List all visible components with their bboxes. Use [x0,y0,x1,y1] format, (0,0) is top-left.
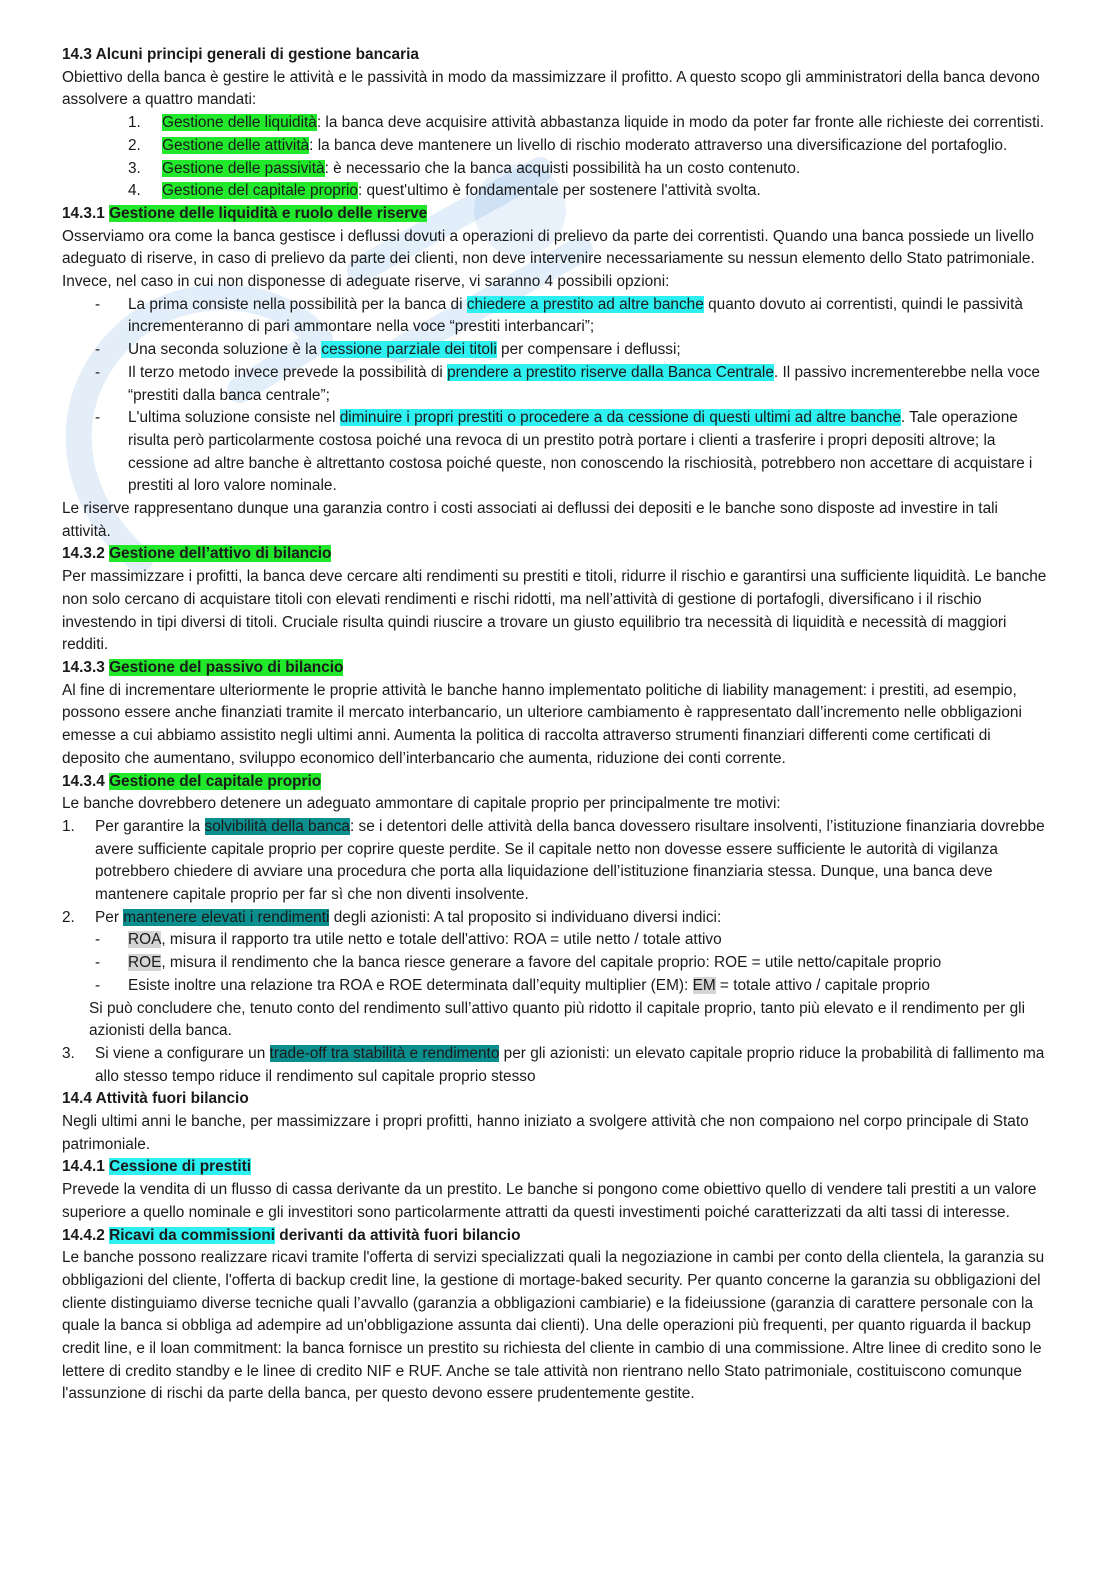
list-item [62,952,1050,975]
list-item [62,975,1050,998]
list-number: 2. [128,136,141,154]
list-number: 3. [62,1044,75,1062]
paragraph-14-3-1-intro: Osserviamo ora come la banca gestisce i deflussi dovuti a operazioni di prelievo da parte dei correntisti. Quando una banca possiede un livello adeguato di riserve, in caso di prelievo da parte dei clienti, non deve intervenire necessariamente su nessun elemento dello Stato patrimoniale. Invece, nel caso in cui non disponesse di adeguate riserve, vi saranno 4 possibili opzioni: [62,227,1035,291]
list-item-text: = totale attivo / capitale proprio [715,976,930,994]
list-number: 1. [62,817,75,835]
paragraph-14-3-1-outro: Le riserve rappresentano dunque una garanzia contro i costi associati ai deflussi dei depositi e le banche sono disposte ad investire in tali attività. [62,500,998,540]
highlighted-term: EM [692,976,716,994]
section-number: 14.3.4 [62,772,105,790]
list-item-text: Una seconda soluzione è la [128,341,322,359]
highlighted-term: diminuire i propri prestiti o procedere a da cessione di questi ultimi ad altre banche [339,409,901,427]
list-item-text: Esiste inoltre una relazione tra ROA e ROE determinata dall’equity multiplier (EM): [128,976,693,994]
list-item-text: , misura il rendimento che la banca riesce generare a favore del capitale proprio: ROE = utile netto/capitale proprio [161,954,942,972]
section-heading-14-4-1 [62,1156,1050,1179]
paragraph-14-4-2: Le banche possono realizzare ricavi tramite l'offerta di servizi specializzati quali la negoziazione in cambi per conto della clientela, la garanzia su obbligazioni del cliente, l'offerta di backup credit line, la gestione di mortage-baked security. Per quanto concerne la garanzia su obbligazioni del cliente distinguiamo diverse tecniche quali l’avvallo (garanzia a obbligazioni cambiarie) e la fideiussione (garanzia di carattere personale con la quale la banca si obbliga ad adempire ad un'obbligazione assunta dai clienti). Una delle operazioni più frequenti, per quanto riguarda il backup credit line, e il loan commitment: la banca fornisce un prestito su richiesta del cliente in cambio di una commissione. Altre linee di credito sono le lettere di credito standby e le linee di credito NIF e RUF. Anche se tale attività non rientrano nello Stato patrimoniale, costituiscono comunque l'assunzione di rischi da parte della banca, per questo devono essere prudentemente gestite. [62,1249,1045,1403]
list-item [62,294,1050,339]
list-item-text: per gli azionisti: un elevato capitale proprio riduce la probabilità di fallimento ma allo stesso tempo riduce il rendimento sul capitale proprio stesso [95,1044,1045,1085]
highlighted-term: trade-off tra stabilità e rendimento [269,1044,500,1062]
section-title: Cessione di prestiti [109,1158,252,1176]
section-number: 14.4.2 [62,1226,105,1244]
highlighted-term: Gestione delle attività [162,136,310,154]
list-item-text: Il terzo metodo invece prevede la possibilità di [128,363,448,381]
highlighted-term: Gestione delle passività [162,159,325,177]
section-title: Gestione dell’attivo di bilancio [109,545,332,563]
list-dash: - [95,363,101,381]
list-item-text: degli azionisti: A tal proposito si individuano diversi indici: [329,908,722,926]
list-item [62,362,1050,407]
list-dash: - [95,409,101,427]
list-number: 1. [128,114,141,132]
list-dash: - [95,931,101,949]
highlighted-term: cessione parziale dei titoli [321,341,497,359]
list-item-text: Si viene a configurare un [95,1044,270,1062]
list-item-text: . Tale operazione risulta però particolarmente costosa poiché una revoca di un prestito potrà portare i clienti a trasferire i propri depositi altrove; la cessione ad altre banche è altrettanto costosa poiché queste, non conoscendo la rischiosità, potrebbero non accettare di acquistare i prestiti al loro valore nominale. [128,409,1033,495]
list-item-text: , misura il rapporto tra utile netto e totale dell'attivo: ROA = utile netto / totale attivo [161,931,722,949]
highlighted-term: Gestione del capitale proprio [162,182,358,200]
list-item [62,135,1050,158]
list-number: 4. [128,182,141,200]
list-dash: - [95,341,101,359]
highlighted-term: solvibilità della banca [204,817,350,835]
list-item-text: per compensare i deflussi; [496,341,681,359]
section-heading-14-3-1 [62,203,1050,226]
list-item-text: : quest'ultimo è fondamentale per sostenere l'attività svolta. [357,182,761,200]
list-item-text: . Il passivo incrementerebbe nella voce “prestiti dalla banca centrale”; [128,363,1040,404]
section-heading-14-3-3 [62,657,1050,680]
list-item-text: Per [95,908,124,926]
highlighted-term: chiedere a prestito ad altre banche [466,295,704,313]
section-number: 14.3.1 [62,204,105,222]
section-title: Gestione delle liquidità e ruolo delle riserve [109,204,428,222]
section-number: 14.3.2 [62,545,105,563]
list-dash: - [95,954,101,972]
section-title: Ricavi da commissioni [109,1226,276,1244]
highlighted-term: prendere a prestito riserve dalla Banca Centrale [447,363,774,381]
list-item-text: : la banca deve acquisire attività abbastanza liquide in modo da poter far fronte alle richieste dei correntisti. [316,114,1045,132]
list-number: 2. [62,908,75,926]
section-heading-14-3-4 [62,771,1050,794]
list-number: 3. [128,159,141,177]
highlighted-term: Gestione delle liquidità [162,114,317,132]
list-item [62,339,1050,362]
list-item [62,816,1050,907]
section-title: Gestione del capitale proprio [109,772,322,790]
section-number: 14.3.3 [62,658,105,676]
section-heading-14-3: 14.3 Alcuni principi generali di gestione bancaria [62,46,419,63]
list-dash: - [95,295,101,313]
paragraph-14-3-4-intro: Le banche dovrebbero detenere un adeguato ammontare di capitale proprio per principalmente tre motivi: [62,795,781,813]
list-item [62,180,1050,203]
list-item-text: : la banca deve mantenere un livello di rischio moderato attraverso una diversificazione del portafoglio. [309,136,1008,154]
list-item-text: : è necessario che la banca acquisti possibilità ha un costo contenuto. [324,159,801,177]
section-number: 14.4.1 [62,1158,105,1176]
list-item [62,407,1050,498]
list-item [62,158,1050,181]
section-heading-14-4: 14.4 Attività fuori bilancio [62,1090,249,1108]
section-title-rest: derivanti da attività fuori bilancio [275,1226,521,1244]
list-item [62,907,1050,930]
list-item-text: : se i detentori delle attività della banca dovessero risultare insolventi, l’istituzione finanziaria dovrebbe avere sufficiente capitale proprio per coprire queste perdite. Se il capitale netto non dovesse essere sufficiente le autorità di vigilanza potrebbero chiedere di avviare una procedura che porta alla liquidazione dell’istituzione finanziaria stessa. Dunque, una banca deve mantenere capitale proprio per far sì che non diventi insolvente. [95,817,1045,904]
list-dash: - [95,976,101,994]
list-item [62,929,1050,952]
section-title: Gestione del passivo di bilancio [109,658,344,676]
list-item-text: quanto dovuto ai correntisti, quindi le passività incrementeranno di pari ammontare nella voce “prestiti interbancari”; [128,295,1023,336]
list-item [62,112,1050,135]
list-item [62,1043,1050,1088]
section-heading-14-4-2 [62,1225,1050,1248]
paragraph-14-3-intro: Obiettivo della banca è gestire le attività e le passività in modo da massimizzare il profitto. A questo scopo gli amministratori della banca devono assolvere a quattro mandati: [62,68,1040,109]
paragraph-14-4: Negli ultimi anni le banche, per massimizzare i propri profitti, hanno iniziato a svolgere attività che non compaiono nel corpo principale di Stato patrimoniale. [62,1113,1029,1153]
paragraph-14-3-3: Al fine di incrementare ulteriormente le proprie attività le banche hanno implementato politiche di liability management: i prestiti, ad esempio, possono essere anche finanziati tramite il mercato interbancario, un ulteriore cambiamento è rappresentato dall’incremento nelle obbligazioni emesse a cui abbiamo assistito negli ultimi anni. Aumenta la politica di raccolta attraverso strumenti finanziari differenti come certificati di deposito che aumentano, sviluppo economico dell’interbancario che aumenta, riduzione dei conti corrente. [62,681,1022,767]
paragraph-14-4-1: Prevede la vendita di un flusso di cassa derivante da un prestito. Le banche si pongono come obiettivo quello di vendere tali prestiti a un valore superiore a quello nominale e gli investitori sono particolarmente attratti da questi investimenti poiché caratterizzati da alti tassi di interesse. [62,1181,1037,1221]
paragraph-14-3-2: Per massimizzare i profitti, la banca deve cercare alti rendimenti su prestiti e titoli, ridurre il rischio e garantirsi una sufficiente liquidità. Le banche non solo cercano di acquistare titoli con elevati rendimenti e rischi ridotti, ma nell’attività di gestione di portafogli, diversificano i il rischio investendo in tipi diversi di titoli. Cruciale risulta quindi riuscire a trovare un giusto equilibrio tra necessità di liquidità e necessità di maggiori redditi. [62,568,1047,654]
section-heading-14-3-2 [62,543,1050,566]
list-item-text: L'ultima soluzione consiste nel [128,409,340,427]
highlighted-term: mantenere elevati i rendimenti [123,908,330,926]
highlighted-term: ROE [128,954,162,972]
document-page [62,44,1050,1406]
list-item-text: La prima consiste nella possibilità per la banca di [128,295,467,313]
highlighted-term: ROA [128,931,162,949]
paragraph-indent-note: Si può concludere che, tenuto conto del rendimento sull’attivo quanto più ridotto il capitale proprio, tanto più elevato e il rendimento per gli azionisti della banca. [89,999,1025,1040]
list-item-text: Per garantire la [95,817,205,835]
